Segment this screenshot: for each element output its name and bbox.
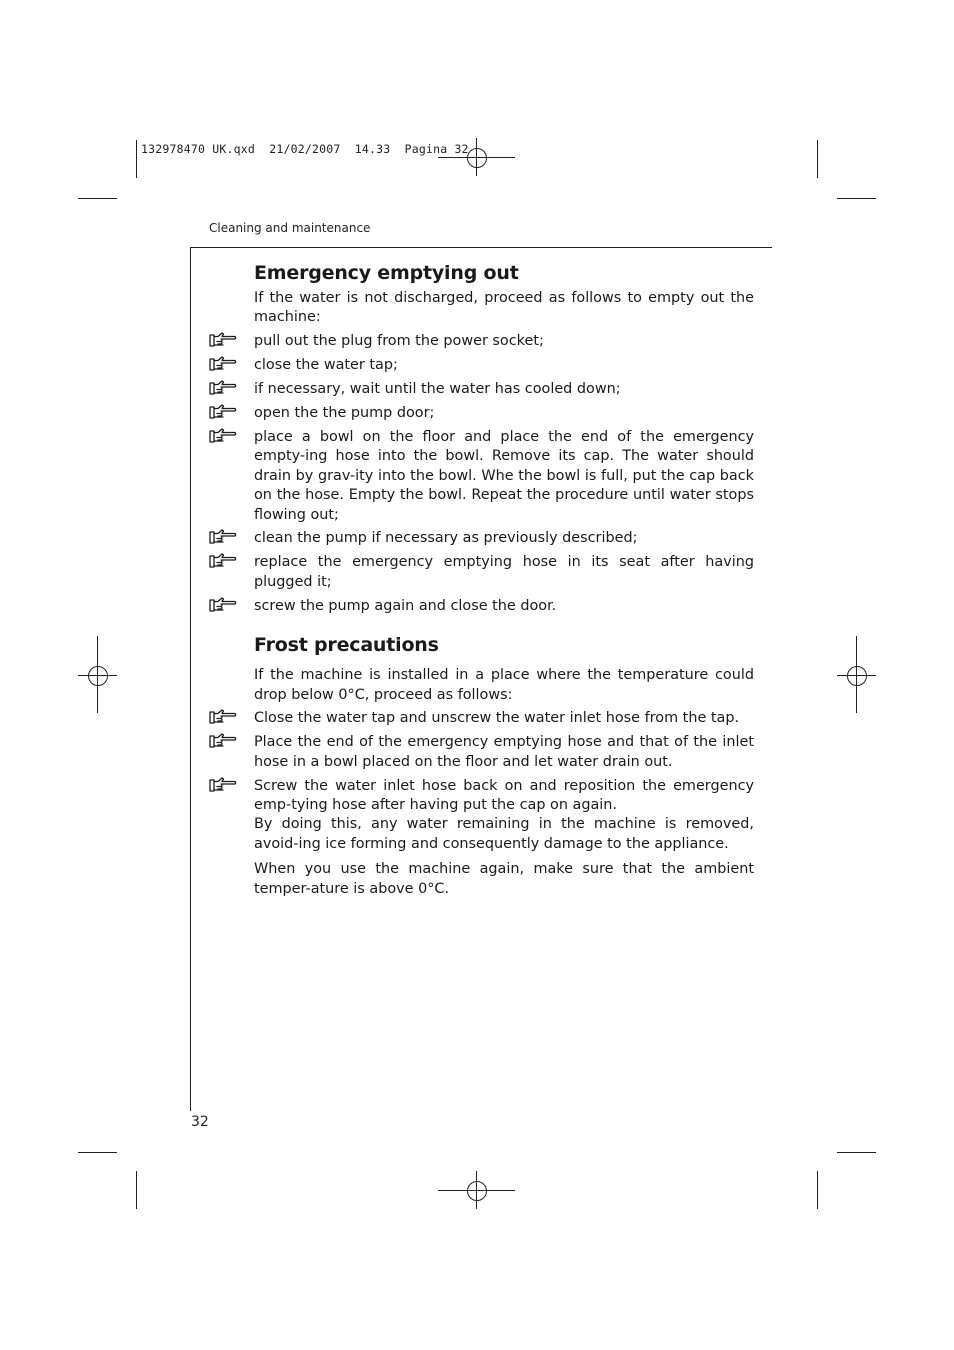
pointing-hand-icon (209, 596, 237, 614)
list-item-text: pull out the plug from the power socket; (254, 333, 544, 350)
list-item (254, 428, 754, 525)
list-item (254, 404, 754, 423)
pointing-hand-icon (209, 379, 237, 397)
pointing-hand-icon (209, 403, 237, 421)
crop-mark (136, 1171, 137, 1209)
pointing-hand-icon (209, 732, 237, 750)
list-item-text: if necessary, wait until the water has cooled down; (254, 381, 621, 398)
frost-section (254, 630, 754, 899)
crop-mark (837, 1152, 876, 1153)
running-header: Cleaning and maintenance (209, 221, 371, 235)
list-item (254, 356, 754, 375)
section-title: Frost precautions (254, 634, 439, 657)
list-item-text: Close the water tap and unscrew the water inlet hose from the tap. (254, 710, 740, 727)
list-item (254, 709, 754, 728)
list-item (254, 733, 754, 772)
pointing-hand-icon (209, 776, 237, 794)
page-number: 32 (191, 1114, 209, 1130)
section-intro: If the machine is installed in a place where the temperature could drop below 0°C, proceed as follows: (254, 667, 754, 703)
crop-mark (136, 140, 137, 178)
list-item (254, 597, 754, 616)
list-item-text: close the water tap; (254, 357, 398, 374)
section-intro: If the water is not discharged, proceed as follows to empty out the machine: (254, 290, 754, 326)
pointing-hand-icon (209, 355, 237, 373)
body-paragraph: By doing this, any water remaining in the machine is removed, avoid-ing ice forming and consequently damage to the appliance. (254, 816, 754, 852)
registration-target-icon (467, 1181, 487, 1201)
header-rule (190, 247, 772, 248)
list-item (254, 777, 754, 816)
crop-mark (817, 140, 818, 178)
registration-target-icon (88, 666, 108, 686)
list-item-text: open the the pump door; (254, 405, 435, 422)
pointing-hand-icon (209, 528, 237, 546)
list-item (254, 553, 754, 592)
pointing-hand-icon (209, 552, 237, 570)
print-slug: 132978470 UK.qxd 21/02/2007 14.33 Pagina 32 (141, 142, 469, 156)
list-item (254, 332, 754, 351)
pointing-hand-icon (209, 427, 237, 445)
list-item-text: screw the pump again and close the door. (254, 597, 557, 614)
list-item-text: place a bowl on the floor and place the end of the emergency empty-ing hose into the bowl. Remove its cap. The water should drain by grav-ity into the bowl. Whe the bowl is full, put the cap back on the hose. Empty the bowl. Repeat the procedure until water stops flowing out; (254, 428, 754, 523)
main-content (254, 258, 754, 899)
pointing-hand-icon (209, 708, 237, 726)
list-item-text: clean the pump if necessary as previously described; (254, 530, 638, 547)
list-item (254, 529, 754, 548)
body-paragraph: When you use the machine again, make sure that the ambient temper-ature is above 0°C. (254, 861, 754, 897)
pointing-hand-icon (209, 331, 237, 349)
list-item-text: replace the emergency emptying hose in its seat after having plugged it; (254, 554, 754, 590)
crop-mark (78, 198, 117, 199)
crop-mark (837, 198, 876, 199)
crop-mark (78, 1152, 117, 1153)
list-item (254, 380, 754, 399)
emergency-section (254, 258, 754, 616)
list-item-text: Place the end of the emergency emptying hose and that of the inlet hose in a bowl placed on the floor and let water drain out. (254, 734, 754, 770)
list-item-text: Screw the water inlet hose back on and reposition the emergency emp-tying hose after having put the cap on again. (254, 777, 754, 814)
crop-mark (817, 1171, 818, 1209)
registration-target-icon (847, 666, 867, 686)
section-title: Emergency emptying out (254, 262, 519, 284)
margin-rule (190, 247, 191, 1111)
registration-target-icon (467, 148, 487, 168)
